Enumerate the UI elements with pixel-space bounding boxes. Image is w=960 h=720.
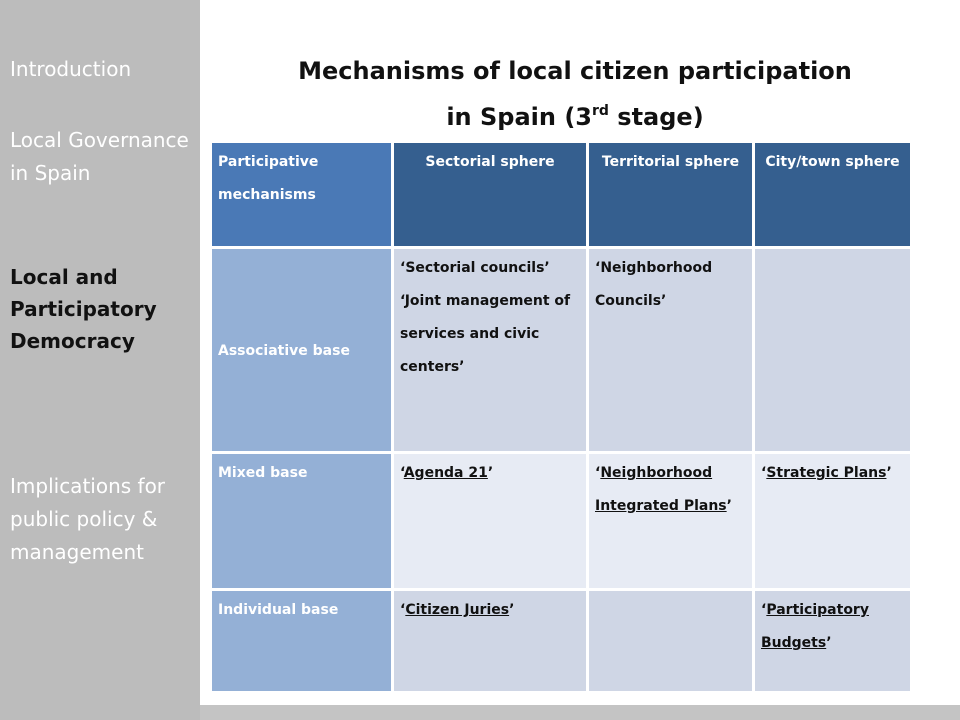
title-line-2-post: stage) (608, 103, 704, 131)
link-participatory-budgets[interactable]: Participatory Budgets (761, 602, 869, 651)
cell-associative-city (754, 248, 912, 453)
row-label-mixed-base: Mixed base (211, 453, 393, 590)
cell-mixed-sectorial: ‘Agenda 21’ (393, 453, 588, 590)
header-city-town-sphere: City/town sphere (754, 142, 912, 248)
cell-text-sectorial-councils: ‘Sectorial councils’ (400, 260, 550, 276)
slide-content (200, 0, 960, 705)
cell-individual-city: ‘Participatory Budgets’ (754, 590, 912, 693)
cell-mixed-territorial: ‘Neighborhood Integrated Plans’ (588, 453, 754, 590)
row-label-individual-base: Individual base (211, 590, 393, 693)
bottom-strip (200, 705, 960, 720)
cell-associative-territorial: ‘Neighborhood Councils’ (588, 248, 754, 453)
title-superscript: rd (592, 103, 609, 119)
link-strategic-plans[interactable]: Strategic Plans (766, 465, 887, 481)
nav-item-introduction[interactable]: Introduction (10, 57, 132, 81)
title-line-1: Mechanisms of local citizen participation (298, 57, 852, 85)
table-header-row (211, 142, 912, 248)
table-row-associative (211, 248, 912, 453)
title-line-2-pre: in Spain (3 (446, 103, 592, 131)
header-participative-mechanisms: Participative mechanisms (211, 142, 393, 248)
link-agenda-21[interactable]: Agenda 21 (403, 465, 488, 481)
cell-mixed-city: ‘Strategic Plans’ (754, 453, 912, 590)
slide-title (260, 48, 890, 140)
cell-individual-sectorial: ‘Citizen Juries’ (393, 590, 588, 693)
header-sectorial-sphere: Sectorial sphere (393, 142, 588, 248)
row-label-associative-base: Associative base (211, 248, 393, 453)
link-citizen-juries[interactable]: Citizen Juries (405, 602, 510, 618)
link-neighborhood-integrated-plans[interactable]: Neighborhood Integrated Plans (595, 465, 727, 514)
nav-item-implications[interactable]: Implications for public policy & management (10, 474, 166, 564)
nav-item-local-governance[interactable]: Local Governance in Spain (10, 128, 189, 185)
header-territorial-sphere: Territorial sphere (588, 142, 754, 248)
nav-item-participatory-democracy[interactable]: Local and Participatory Democracy (10, 265, 157, 353)
cell-associative-sectorial (393, 248, 588, 453)
cell-individual-territorial (588, 590, 754, 693)
table-row-mixed (211, 453, 912, 590)
title-line-2 (260, 94, 890, 140)
sidebar-nav (0, 0, 200, 720)
mechanisms-table (209, 140, 913, 694)
cell-text-joint-management: ‘Joint management of services and civic centers’ (400, 293, 571, 375)
table-row-individual (211, 590, 912, 693)
